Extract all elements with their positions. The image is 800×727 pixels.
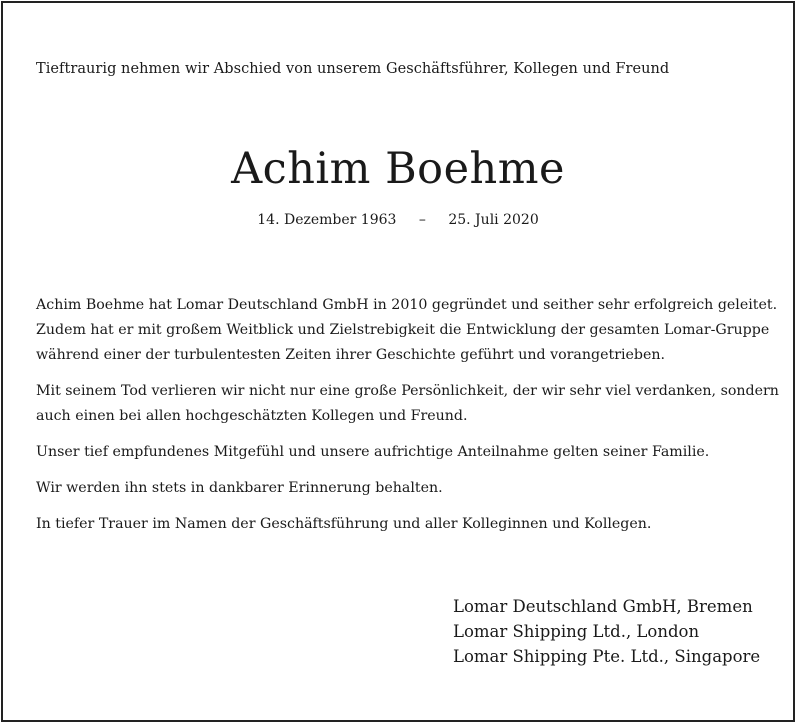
text-line: während einer der turbulentesten Zeiten ihrer Geschichte geführt und vorangetrieben. bbox=[36, 347, 666, 363]
date-separator: – bbox=[418, 212, 426, 228]
text-line: Zudem hat er mit großem Weitblick und Zielstrebigkeit die Entwicklung der gesamten Lomar-Gruppe bbox=[36, 322, 770, 338]
signature-company-singapore: Lomar Shipping Pte. Ltd., Singapore bbox=[453, 647, 761, 666]
signature-company-london: Lomar Shipping Ltd., London bbox=[453, 622, 700, 641]
birth-date: 14. Dezember 1963 bbox=[257, 212, 397, 228]
tribute-paragraph-3 bbox=[36, 440, 776, 465]
text-line: In tiefer Trauer im Namen der Geschäftsführung und aller Kolleginnen und Kollegen. bbox=[36, 516, 652, 532]
text-line: Wir werden ihn stets in dankbarer Erinnerung behalten. bbox=[36, 480, 443, 496]
tribute-paragraph-1 bbox=[36, 293, 776, 368]
tribute-paragraph-2 bbox=[36, 379, 779, 429]
signature-block bbox=[453, 594, 760, 669]
death-date: 25. Juli 2020 bbox=[448, 212, 539, 228]
signature-company-bremen: Lomar Deutschland GmbH, Bremen bbox=[453, 597, 753, 616]
tribute-paragraph-5 bbox=[36, 512, 776, 537]
text-line: Mit seinem Tod verlieren wir nicht nur eine große Persönlichkeit, der wir sehr viel verdanken, sondern bbox=[36, 383, 779, 399]
life-dates bbox=[3, 212, 793, 228]
tribute-paragraph-4 bbox=[36, 476, 776, 501]
obituary-notice bbox=[1, 1, 795, 722]
text-line: Unser tief empfundenes Mitgefühl und unsere aufrichtige Anteilnahme gelten seiner Familie. bbox=[36, 444, 710, 460]
deceased-name: Achim Boehme bbox=[231, 144, 565, 194]
text-line: Achim Boehme hat Lomar Deutschland GmbH in 2010 gegründet und seither sehr erfolgreich geleitet. bbox=[36, 297, 778, 313]
text-line: auch einen bei allen hochgeschätzten Kollegen und Freund. bbox=[36, 408, 468, 424]
tribute-text bbox=[36, 293, 779, 548]
intro-line: Tieftraurig nehmen wir Abschied von unserem Geschäftsführer, Kollegen und Freund bbox=[36, 61, 670, 77]
